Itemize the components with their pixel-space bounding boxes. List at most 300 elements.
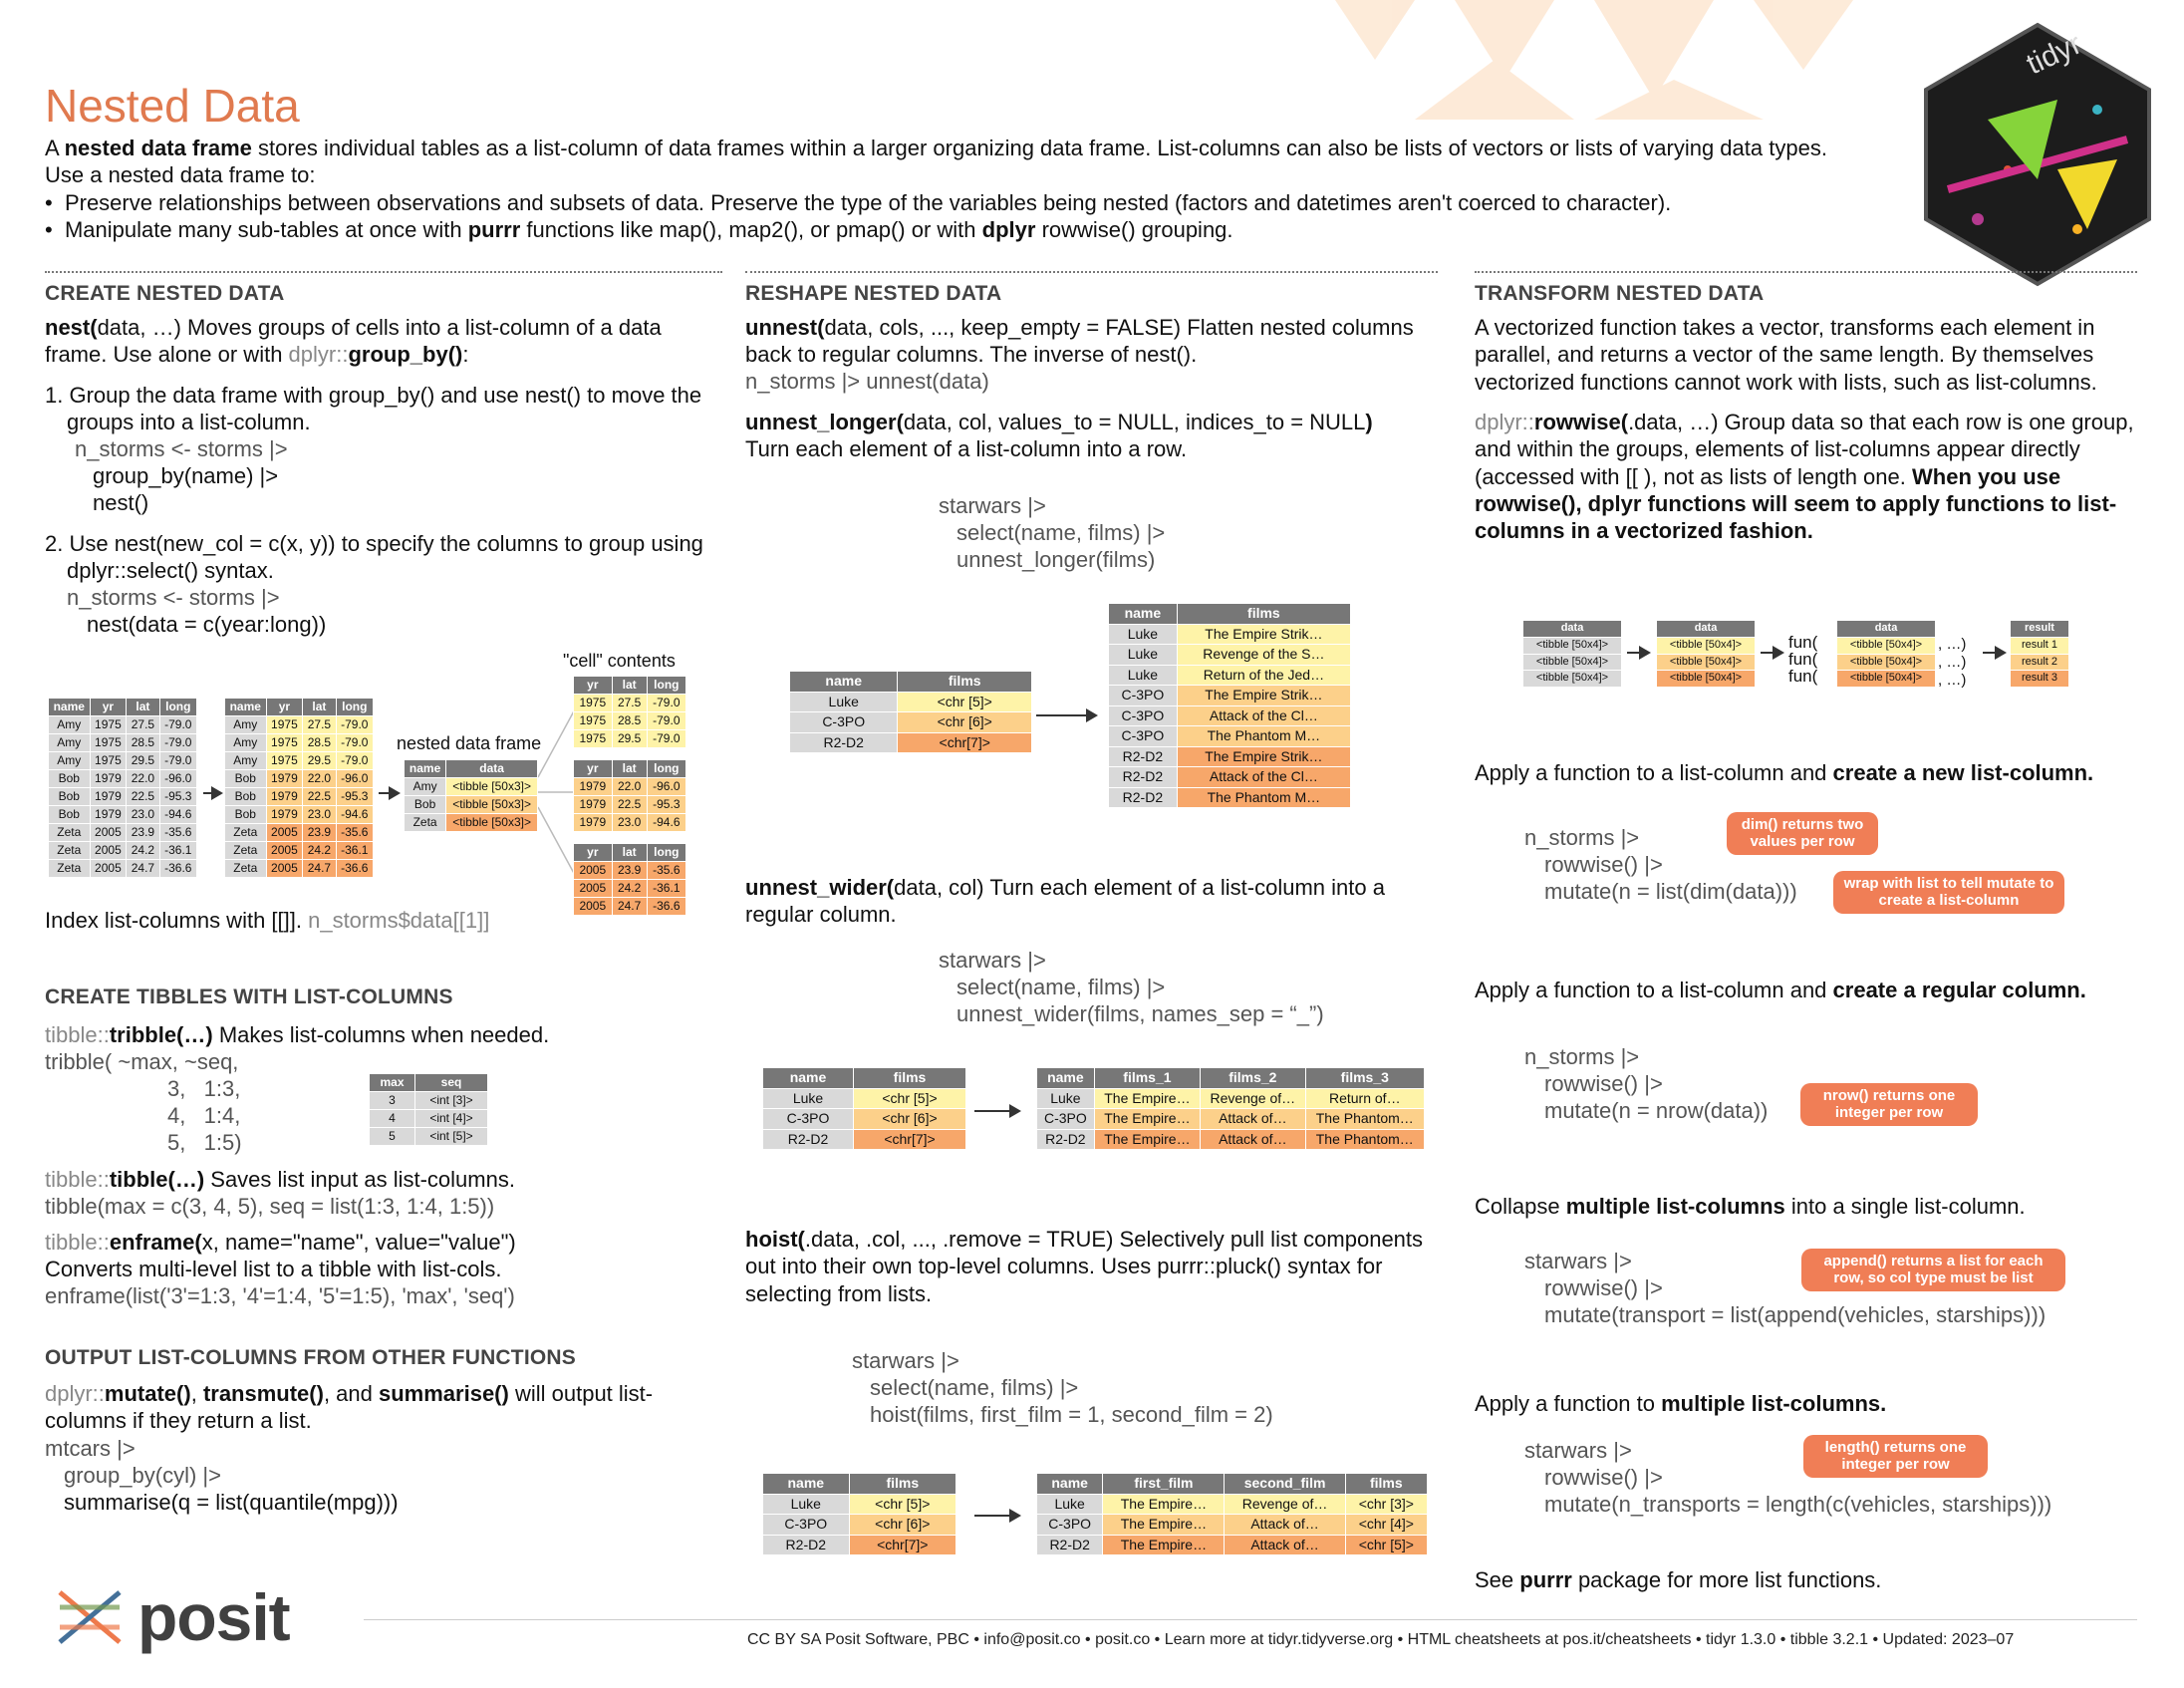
table-header: name [405, 760, 446, 778]
table-header: long [647, 844, 685, 862]
table-row [225, 860, 374, 878]
table-header: name [225, 699, 267, 716]
table-cell: 2005 [90, 824, 127, 842]
tribble-code-2: 3, 1:3, [167, 1076, 241, 1101]
table-row [1109, 686, 1351, 706]
output-code-3: summarise(q = list(quantile(mpg))) [64, 1490, 399, 1515]
nest-desc: nest(data, …) Moves groups of cells into a list-column of a data frame. Use alone or with dplyr::group_by(): [45, 315, 662, 368]
table-cell: Zeta [49, 842, 91, 860]
table-header: lat [127, 699, 159, 716]
table-row [49, 806, 197, 824]
table-cell: <tibble [50x4]> [1657, 654, 1756, 671]
table-cell: R2-D2 [1109, 746, 1178, 767]
table-cell: C-3PO [1037, 1515, 1103, 1536]
table-cell: Luke [763, 1088, 854, 1109]
table-row [370, 1128, 488, 1146]
table-header: long [336, 699, 373, 716]
table-cell: -79.0 [159, 716, 196, 734]
table-cell: Amy [225, 734, 267, 752]
table-row [49, 716, 197, 734]
table-row [1037, 1088, 1425, 1109]
table-cell: 22.0 [127, 770, 159, 788]
table-cell: 23.9 [127, 824, 159, 842]
table-cell: -79.0 [336, 716, 373, 734]
rowwise-result-table [2010, 620, 2069, 688]
arrow-icon [1627, 652, 1649, 654]
arrow-icon [203, 792, 221, 794]
table-cell: <chr [5]> [898, 692, 1032, 712]
table-cell: 1979 [266, 806, 303, 824]
table-cell: Luke [763, 1494, 850, 1515]
table-cell: 1975 [266, 734, 303, 752]
table-cell: -79.0 [336, 734, 373, 752]
table-cell: <tibble [50x4]> [1837, 637, 1936, 654]
table-cell: 2005 [90, 842, 127, 860]
table-cell: R2-D2 [790, 732, 898, 753]
table-row [1657, 654, 1756, 671]
table-cell: The Empire… [1103, 1494, 1225, 1515]
vec-desc: A vectorized function takes a vector, transforms each element in parallel, and returns a vector of the same length. By themselves vectorized functions cannot work with lists, such as list-columns. [1475, 315, 2097, 395]
table-cell: Revenge of… [1225, 1494, 1345, 1515]
table-cell: 2005 [90, 860, 127, 878]
table-cell: Bob [49, 770, 91, 788]
cell-bob-table [573, 759, 686, 832]
table-cell: Zeta [49, 824, 91, 842]
table-cell: C-3PO [763, 1109, 854, 1130]
storms-table [48, 698, 197, 878]
code2-l1: n_storms <- storms |> [67, 585, 280, 610]
table-cell: <int [5]> [415, 1128, 488, 1146]
table-cell: The Empire… [1094, 1129, 1200, 1150]
table-cell: Attack of the Cl… [1177, 767, 1350, 788]
table-cell: Luke [1109, 645, 1178, 666]
table-header: yr [574, 760, 613, 778]
table-cell: Revenge of the S… [1177, 645, 1350, 666]
table-cell: 1979 [90, 770, 127, 788]
table-row [225, 770, 374, 788]
cell-amy-table [573, 676, 686, 748]
tibble-desc: tibble::tibble(…) Saves list input as list-columns. [45, 1167, 515, 1192]
longer-code-2: select(name, films) |> [956, 520, 1166, 545]
table-cell: -79.0 [159, 734, 196, 752]
table-cell: 1975 [574, 730, 613, 748]
table-header: data [1837, 621, 1936, 638]
table-cell: -96.0 [336, 770, 373, 788]
table-cell: <chr[7]> [849, 1535, 956, 1555]
table-header: lat [612, 677, 647, 695]
table-cell: Attack of… [1201, 1129, 1306, 1150]
table-cell: 28.5 [303, 734, 336, 752]
table-cell: -95.3 [336, 788, 373, 806]
table-cell: C-3PO [790, 712, 898, 733]
table-cell: 29.5 [127, 752, 159, 770]
table-cell: 23.9 [303, 824, 336, 842]
table-cell: 2005 [574, 880, 613, 898]
table-cell: -96.0 [159, 770, 196, 788]
table-row [574, 880, 686, 898]
table-header: lat [612, 760, 647, 778]
longer-result-table [1108, 603, 1351, 808]
table-header: data [1523, 621, 1622, 638]
table-cell: 28.5 [612, 712, 647, 730]
table-header: long [647, 760, 685, 778]
table-header: max [370, 1074, 415, 1092]
intro: A nested data frame stores individual tables as a list-column of data frames within a larger organizing data frame. List-columns can also be lists of vectors or lists of varying data types. Use a nested data frame to: • Preserve relationships between observations and subsets of data. Preserve the type of the variables being nested (factors and datetimes aren't coerced to character). • Manipulate many sub-tables at once with purrr functions like map(), map2(), or pmap() or with dplyr rowwise() grouping. [45, 136, 1827, 242]
table-row [1837, 637, 1936, 654]
table-cell: 4 [370, 1110, 415, 1128]
table-cell: Amy [49, 716, 91, 734]
table-cell: -79.0 [336, 752, 373, 770]
arrow-icon [974, 1110, 1019, 1112]
create-heading: CREATE NESTED DATA [45, 282, 285, 305]
table-row [1037, 1494, 1428, 1515]
table-cell: result 2 [2011, 654, 2069, 671]
nested-label: nested data frame [397, 733, 542, 753]
table-cell: Zeta [225, 860, 267, 878]
enframe-code: enframe(list('3'=1:3, '4'=1:4, '5'=1:5), 'max', 'seq') [45, 1283, 515, 1308]
table-header: films [1345, 1474, 1427, 1495]
table-cell: Attack of… [1225, 1515, 1345, 1536]
table-cell: <tibble [50x3]> [446, 814, 538, 832]
table-cell: 1979 [266, 788, 303, 806]
table-row [49, 752, 197, 770]
table-cell: 1975 [574, 695, 613, 712]
table-cell: result 3 [2011, 671, 2069, 688]
table-cell: 22.0 [303, 770, 336, 788]
table-row [790, 732, 1032, 753]
wider-code-1: starwars |> [939, 948, 1046, 973]
index-text: Index list-columns with [[]]. n_storms$data[[1]] [45, 908, 490, 933]
table-cell: 29.5 [612, 730, 647, 748]
table-cell: -36.6 [647, 898, 685, 916]
arrow-icon [1036, 714, 1096, 716]
table-row [225, 842, 374, 860]
table-cell: Luke [790, 692, 898, 712]
table-header: data [1657, 621, 1756, 638]
table-cell: C-3PO [1037, 1109, 1095, 1130]
unnest-code: n_storms |> unnest(data) [745, 369, 989, 394]
table-cell: <chr [6]> [849, 1515, 956, 1536]
table-cell: C-3PO [1109, 686, 1178, 706]
table-header: name [1037, 1474, 1103, 1495]
table-row [1657, 637, 1756, 654]
output-desc: dplyr::mutate(), transmute(), and summarise() will output list-columns if they return a list. [45, 1381, 654, 1434]
table-cell: 3 [370, 1092, 415, 1110]
table-cell: -35.6 [336, 824, 373, 842]
hoist-result-table [1036, 1473, 1428, 1555]
table-header: films [849, 1474, 956, 1495]
output-code-2: group_by(cyl) |> [64, 1463, 221, 1488]
ex1-bubble-2: wrap with list to tell mutate to create a list-column [1833, 871, 2064, 914]
table-cell: result 1 [2011, 637, 2069, 654]
table-row [790, 692, 1032, 712]
table-header: lat [303, 699, 336, 716]
step2: 2. Use nest(new_col = c(x, y)) to specify the columns to group using dplyr::select() syntax. [45, 531, 703, 584]
output-code-1: mtcars |> [45, 1436, 136, 1461]
table-cell: <tibble [50x4]> [1523, 654, 1622, 671]
table-header: films_3 [1305, 1068, 1424, 1089]
tibble-code: tibble(max = c(3, 4, 5), seq = list(1:3, 1:4, 1:5)) [45, 1194, 495, 1219]
table-cell: 2005 [574, 862, 613, 880]
dots-stack: , …) , …) , …) [1938, 636, 1967, 689]
table-cell: 23.9 [612, 862, 647, 880]
wider-code-2: select(name, films) |> [956, 975, 1166, 999]
cell-zeta-table [573, 843, 686, 916]
table-cell: 27.5 [303, 716, 336, 734]
table-cell: <chr [3]> [1345, 1494, 1427, 1515]
footer-text: CC BY SA Posit Software, PBC • info@posit.co • posit.co • Learn more at tidyr.tidyverse.org • HTML cheatsheets at pos.it/cheatsheets • tidyr 1.3.0 • tibble 3.2.1 • Updated: 2023–07 [747, 1631, 2015, 1648]
table-cell: R2-D2 [763, 1129, 854, 1150]
nested-table [404, 759, 538, 832]
ex2-desc: Apply a function to a list-column and create a regular column. [1475, 978, 2086, 1002]
table-cell: 1975 [574, 712, 613, 730]
storms-grouped-table [224, 698, 374, 878]
table-row [1037, 1129, 1425, 1150]
tribble-desc: tibble::tribble(…) Makes list-columns when needed. [45, 1022, 550, 1047]
arrow-icon [1983, 652, 2005, 654]
table-cell: Luke [1109, 624, 1178, 645]
table-cell: <tibble [50x3]> [446, 796, 538, 814]
table-cell: 24.2 [612, 880, 647, 898]
starwars-table [762, 1473, 956, 1555]
table-cell: Amy [225, 752, 267, 770]
table-cell: -79.0 [647, 730, 685, 748]
table-cell: Luke [1109, 665, 1178, 686]
table-header: first_film [1103, 1474, 1225, 1495]
table-cell: 1979 [266, 770, 303, 788]
table-cell: Zeta [49, 860, 91, 878]
table-row [405, 778, 538, 796]
table-row [49, 788, 197, 806]
fan-lines [538, 688, 578, 887]
table-cell: Revenge of… [1201, 1088, 1306, 1109]
rowwise-data-table [1522, 620, 1622, 688]
table-cell: <chr [5]> [1345, 1535, 1427, 1555]
table-cell: The Phantom… [1305, 1129, 1424, 1150]
table-cell: Bob [49, 806, 91, 824]
enframe-sig: tibble::enframe(x, name="name", value="value") [45, 1230, 516, 1255]
tribble-code-3: 4, 1:4, [167, 1103, 241, 1128]
rowwise-args-table [1836, 620, 1936, 688]
table-row [49, 770, 197, 788]
table-row [1837, 671, 1936, 688]
table-cell: Return of the Jed… [1177, 665, 1350, 686]
table-cell: -35.6 [159, 824, 196, 842]
table-header: yr [90, 699, 127, 716]
ex4-code-3: mutate(n_transports = length(c(vehicles, starships))) [1544, 1492, 2052, 1517]
transform-heading: TRANSFORM NESTED DATA [1475, 282, 1765, 305]
table-cell: 1979 [90, 788, 127, 806]
see-purrr: See purrr package for more list functions. [1475, 1567, 1882, 1592]
starwars-table [762, 1067, 966, 1150]
fun-stack: fun( fun( fun( [1788, 633, 1818, 686]
table-row [225, 788, 374, 806]
table-cell: 23.0 [303, 806, 336, 824]
output-heading: OUTPUT LIST-COLUMNS FROM OTHER FUNCTIONS [45, 1346, 576, 1369]
table-cell: Bob [49, 788, 91, 806]
ex4-bubble: length() returns one integer per row [1803, 1435, 1988, 1478]
table-cell: 22.5 [303, 788, 336, 806]
cell-contents-label: "cell" contents [563, 651, 676, 671]
table-row [225, 752, 374, 770]
table-row [225, 824, 374, 842]
table-header: name [763, 1068, 854, 1089]
table-cell: Amy [49, 752, 91, 770]
table-row [2011, 637, 2069, 654]
table-cell: -96.0 [647, 778, 685, 796]
table-cell: 27.5 [612, 695, 647, 712]
tibbles-heading: CREATE TIBBLES WITH LIST-COLUMNS [45, 985, 453, 1008]
table-cell: Bob [225, 770, 267, 788]
table-cell: 1979 [90, 806, 127, 824]
table-cell: -35.6 [647, 862, 685, 880]
table-header: long [647, 677, 685, 695]
table-cell: C-3PO [1109, 705, 1178, 726]
table-cell: <chr[7]> [854, 1129, 966, 1150]
ex4-code-1: starwars |> [1524, 1438, 1632, 1463]
code1-l1: n_storms <- storms |> [75, 436, 288, 461]
ex3-bubble: append() returns a list for each row, so col type must be list [1801, 1249, 2065, 1291]
table-cell: -95.3 [647, 796, 685, 814]
table-cell: 5 [370, 1128, 415, 1146]
table-row [49, 842, 197, 860]
table-row [790, 712, 1032, 733]
table-row [1109, 624, 1351, 645]
table-row [49, 824, 197, 842]
table-cell: The Empire Strik… [1177, 624, 1350, 645]
unnest-desc: unnest(data, cols, ..., keep_empty = FALSE) Flatten nested columns back to regular columns. The inverse of nest(). [745, 315, 1414, 368]
longer-desc: unnest_longer(data, col, values_to = NULL, indices_to = NULL) Turn each element of a list-column into a row. [745, 410, 1373, 462]
table-row [574, 712, 686, 730]
table-row [574, 796, 686, 814]
table-cell: Zeta [225, 824, 267, 842]
table-row [763, 1515, 956, 1536]
table-cell: 2005 [574, 898, 613, 916]
table-cell: <chr [4]> [1345, 1515, 1427, 1536]
table-cell: 2005 [266, 860, 303, 878]
table-row [1037, 1109, 1425, 1130]
table-header: seq [415, 1074, 488, 1092]
table-cell: -36.1 [159, 842, 196, 860]
table-cell: The Empire… [1094, 1088, 1200, 1109]
table-row [1109, 787, 1351, 808]
wider-desc: unnest_wider(data, col) Turn each element of a list-column into a regular column. [745, 875, 1385, 928]
table-row [763, 1088, 966, 1109]
table-cell: 27.5 [127, 716, 159, 734]
table-row [2011, 671, 2069, 688]
table-header: films [1177, 604, 1350, 625]
starwars-table [789, 671, 1032, 753]
table-header: films_1 [1094, 1068, 1200, 1089]
table-cell: 24.7 [612, 898, 647, 916]
table-header: name [763, 1474, 850, 1495]
longer-code-3: unnest_longer(films) [956, 547, 1156, 572]
table-row [1037, 1515, 1428, 1536]
table-row [1109, 746, 1351, 767]
table-cell: 22.5 [612, 796, 647, 814]
table-cell: <tibble [50x4]> [1837, 671, 1936, 688]
table-row [763, 1535, 956, 1555]
table-cell: R2-D2 [1037, 1129, 1095, 1150]
table-cell: Zeta [225, 842, 267, 860]
table-header: yr [574, 844, 613, 862]
table-header: result [2011, 621, 2069, 638]
table-cell: <tibble [50x4]> [1523, 671, 1622, 688]
table-row [1037, 1535, 1428, 1555]
table-row [1109, 665, 1351, 686]
step1: 1. Group the data frame with group_by() and use nest() to move the groups into a list-column. [45, 383, 702, 435]
posit-brand: posit [137, 1580, 290, 1654]
reshape-heading: RESHAPE NESTED DATA [745, 282, 1002, 305]
rowwise-grouped-table [1656, 620, 1756, 688]
table-cell: R2-D2 [763, 1535, 850, 1555]
table-cell: -36.1 [336, 842, 373, 860]
table-cell: 29.5 [303, 752, 336, 770]
table-row [49, 734, 197, 752]
ex4-code-2: rowwise() |> [1544, 1465, 1663, 1490]
posit-logo-icon [55, 1582, 125, 1652]
ex3-code-3: mutate(transport = list(append(vehicles, starships))) [1544, 1302, 2047, 1327]
table-cell: -94.6 [647, 814, 685, 832]
table-cell: Luke [1037, 1494, 1103, 1515]
table-cell: -36.6 [159, 860, 196, 878]
table-cell: 1979 [574, 796, 613, 814]
table-cell: 1979 [574, 778, 613, 796]
table-cell: Attack of… [1225, 1535, 1345, 1555]
table-row [1523, 671, 1622, 688]
table-cell: -79.0 [647, 695, 685, 712]
table-cell: C-3PO [1109, 726, 1178, 747]
table-header: yr [266, 699, 303, 716]
table-cell: 24.2 [127, 842, 159, 860]
table-cell: 1975 [90, 752, 127, 770]
table-cell: The Empire… [1094, 1109, 1200, 1130]
table-cell: The Empire… [1103, 1535, 1225, 1555]
table-cell: C-3PO [763, 1515, 850, 1536]
table-header: name [790, 672, 898, 693]
table-header: data [446, 760, 538, 778]
table-cell: 1975 [90, 716, 127, 734]
table-header: films_2 [1201, 1068, 1306, 1089]
table-header: name [1109, 604, 1178, 625]
table-cell: <tibble [50x3]> [446, 778, 538, 796]
table-cell: -79.0 [159, 752, 196, 770]
table-cell: 2005 [266, 842, 303, 860]
table-cell: Amy [405, 778, 446, 796]
longer-code-1: starwars |> [939, 493, 1046, 518]
ex1-code-3: mutate(n = list(dim(data))) [1544, 879, 1797, 904]
tribble-table [369, 1073, 488, 1146]
table-header: lat [612, 844, 647, 862]
hoist-code-3: hoist(films, first_film = 1, second_film = 2) [870, 1402, 1273, 1427]
table-cell: 1979 [574, 814, 613, 832]
table-cell: Attack of… [1201, 1109, 1306, 1130]
table-cell: -36.6 [336, 860, 373, 878]
ex1-desc: Apply a function to a list-column and create a new list-column. [1475, 760, 2094, 785]
table-row [370, 1092, 488, 1110]
table-cell: <chr [6]> [854, 1109, 966, 1130]
table-header: name [49, 699, 91, 716]
table-cell: R2-D2 [1109, 767, 1178, 788]
table-cell: The Empire Strik… [1177, 746, 1350, 767]
table-cell: <int [3]> [415, 1092, 488, 1110]
code2-l2: nest(data = c(year:long)) [87, 612, 327, 637]
table-row [49, 860, 197, 878]
table-cell: <chr [6]> [898, 712, 1032, 733]
table-cell: 22.0 [612, 778, 647, 796]
table-row [405, 814, 538, 832]
table-cell: 23.0 [612, 814, 647, 832]
